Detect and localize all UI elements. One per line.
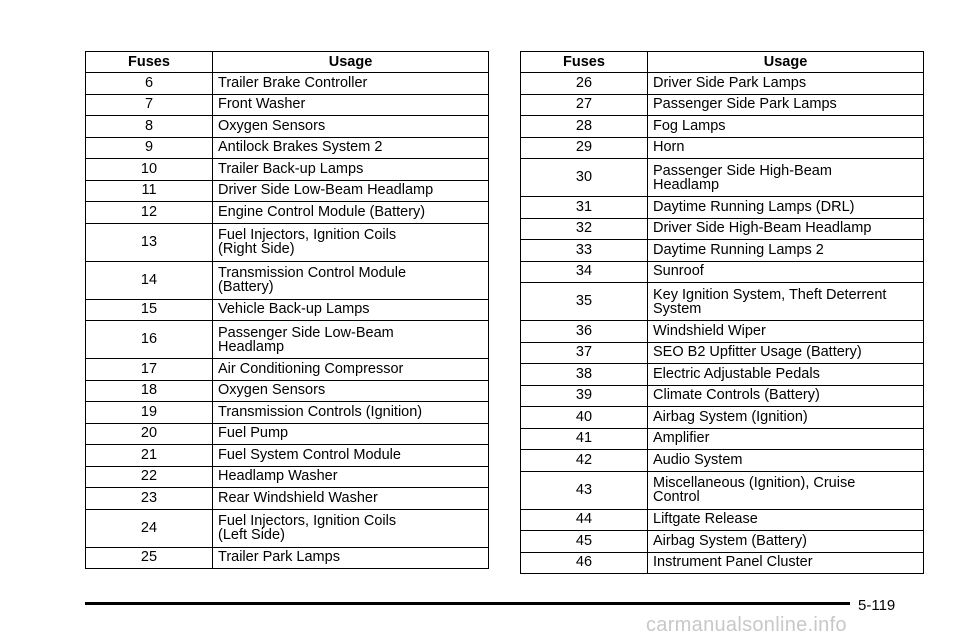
fuse-usage-cell: Headlamp Washer <box>213 466 489 488</box>
table-row <box>86 202 489 224</box>
table-row <box>86 180 489 202</box>
fuse-number-cell: 33 <box>521 240 648 262</box>
fuse-number-cell: 36 <box>521 321 648 343</box>
fuse-number-cell: 27 <box>521 94 648 116</box>
fuse-number-cell: 10 <box>86 159 213 181</box>
fuse-number-cell: 28 <box>521 116 648 138</box>
fuse-usage-cell: Trailer Back-up Lamps <box>213 159 489 181</box>
fuse-usage-cell: Amplifier <box>648 428 924 450</box>
page-number: 5-119 <box>858 597 896 614</box>
fuse-usage-cell: Oxygen Sensors <box>213 116 489 138</box>
fuse-number-cell: 32 <box>521 218 648 240</box>
fuse-usage-cell: Windshield Wiper <box>648 321 924 343</box>
table-row <box>86 321 489 359</box>
fuse-number-cell: 7 <box>86 94 213 116</box>
fuse-usage-cell: Antilock Brakes System 2 <box>213 137 489 159</box>
column-header-fuses: Fuses <box>521 52 648 73</box>
fuse-usage-cell: Sunroof <box>648 261 924 283</box>
watermark: carmanualsonline.info <box>646 614 847 636</box>
fuse-number-cell: 39 <box>521 385 648 407</box>
fuse-number-cell: 29 <box>521 137 648 159</box>
table-row <box>521 321 924 343</box>
table-row <box>521 342 924 364</box>
table-row <box>521 471 924 509</box>
table-row <box>521 240 924 262</box>
table-row <box>521 385 924 407</box>
table-row <box>86 402 489 424</box>
fuse-number-cell: 21 <box>86 445 213 467</box>
fuse-usage-cell: Air Conditioning Compressor <box>213 359 489 381</box>
fuse-number-cell: 44 <box>521 509 648 531</box>
table-row <box>521 283 924 321</box>
fuse-usage-cell: Key Ignition System, Theft Deterrent System <box>648 283 924 321</box>
table-row <box>86 159 489 181</box>
fuse-number-cell: 45 <box>521 531 648 553</box>
fuse-number-cell: 38 <box>521 364 648 386</box>
table-row <box>86 423 489 445</box>
column-header-usage: Usage <box>648 52 924 73</box>
fuse-usage-cell: Driver Side High-Beam Headlamp <box>648 218 924 240</box>
table-row <box>86 488 489 510</box>
fuse-number-cell: 25 <box>86 547 213 569</box>
fuse-usage-cell: Rear Windshield Washer <box>213 488 489 510</box>
fuse-number-cell: 19 <box>86 402 213 424</box>
fuse-number-cell: 46 <box>521 552 648 574</box>
fuse-number-cell: 20 <box>86 423 213 445</box>
fuse-usage-cell: Engine Control Module (Battery) <box>213 202 489 224</box>
column-header-fuses: Fuses <box>86 52 213 73</box>
table-row <box>521 450 924 472</box>
fuse-usage-cell: Transmission Control Module (Battery) <box>213 261 489 299</box>
fuse-number-cell: 11 <box>86 180 213 202</box>
fuse-usage-cell: Passenger Side Low-Beam Headlamp <box>213 321 489 359</box>
fuse-number-cell: 9 <box>86 137 213 159</box>
fuse-number-cell: 13 <box>86 223 213 261</box>
table-row <box>521 73 924 95</box>
table-row <box>521 428 924 450</box>
table-row <box>86 261 489 299</box>
fuse-number-cell: 14 <box>86 261 213 299</box>
fuse-usage-cell: Front Washer <box>213 94 489 116</box>
fuse-number-cell: 42 <box>521 450 648 472</box>
table-row <box>86 359 489 381</box>
fuse-usage-cell: Fuel Pump <box>213 423 489 445</box>
fuse-usage-cell: Instrument Panel Cluster <box>648 552 924 574</box>
fuse-usage-cell: Daytime Running Lamps 2 <box>648 240 924 262</box>
fuse-usage-cell: Trailer Brake Controller <box>213 73 489 95</box>
fuse-usage-cell: Daytime Running Lamps (DRL) <box>648 197 924 219</box>
fuse-number-cell: 31 <box>521 197 648 219</box>
footer-rule <box>85 602 850 605</box>
fuse-usage-cell: Horn <box>648 137 924 159</box>
fuse-usage-cell: Liftgate Release <box>648 509 924 531</box>
fuse-number-cell: 26 <box>521 73 648 95</box>
fuse-table-left <box>85 51 489 569</box>
fuse-number-cell: 22 <box>86 466 213 488</box>
fuse-number-cell: 12 <box>86 202 213 224</box>
fuse-usage-cell: Airbag System (Battery) <box>648 531 924 553</box>
fuse-usage-cell: Fuel Injectors, Ignition Coils (Left Side) <box>213 509 489 547</box>
fuse-usage-cell: Trailer Park Lamps <box>213 547 489 569</box>
table-row <box>86 94 489 116</box>
fuse-number-cell: 15 <box>86 299 213 321</box>
fuse-usage-cell: Fuel Injectors, Ignition Coils (Right Side) <box>213 223 489 261</box>
fuse-usage-cell: Miscellaneous (Ignition), Cruise Control <box>648 471 924 509</box>
table-row <box>521 509 924 531</box>
fuse-number-cell: 18 <box>86 380 213 402</box>
fuse-usage-cell: Driver Side Park Lamps <box>648 73 924 95</box>
table-row <box>86 137 489 159</box>
fuse-table-right <box>520 51 924 574</box>
fuse-number-cell: 8 <box>86 116 213 138</box>
fuse-number-cell: 35 <box>521 283 648 321</box>
table-row <box>521 531 924 553</box>
table-row <box>86 380 489 402</box>
fuse-table-body <box>521 73 924 574</box>
table-row <box>86 116 489 138</box>
table-row <box>521 116 924 138</box>
table-row <box>521 159 924 197</box>
fuse-usage-cell: Audio System <box>648 450 924 472</box>
table-row <box>86 299 489 321</box>
fuse-usage-cell: Fog Lamps <box>648 116 924 138</box>
table-row <box>86 547 489 569</box>
table-row <box>521 94 924 116</box>
table-row <box>521 552 924 574</box>
fuse-usage-cell: Passenger Side High-Beam Headlamp <box>648 159 924 197</box>
fuse-usage-cell: Driver Side Low-Beam Headlamp <box>213 180 489 202</box>
fuse-number-cell: 34 <box>521 261 648 283</box>
table-row <box>86 466 489 488</box>
fuse-number-cell: 24 <box>86 509 213 547</box>
column-header-usage: Usage <box>213 52 489 73</box>
table-row <box>521 407 924 429</box>
fuse-number-cell: 43 <box>521 471 648 509</box>
fuse-number-cell: 41 <box>521 428 648 450</box>
fuse-number-cell: 37 <box>521 342 648 364</box>
fuse-number-cell: 40 <box>521 407 648 429</box>
table-row <box>521 364 924 386</box>
fuse-usage-cell: Climate Controls (Battery) <box>648 385 924 407</box>
fuse-usage-cell: Airbag System (Ignition) <box>648 407 924 429</box>
fuse-usage-cell: Fuel System Control Module <box>213 445 489 467</box>
fuse-table-body <box>86 73 489 569</box>
table-row <box>86 445 489 467</box>
fuse-usage-cell: Passenger Side Park Lamps <box>648 94 924 116</box>
fuse-usage-cell: Oxygen Sensors <box>213 380 489 402</box>
table-header-row <box>521 52 924 73</box>
table-row <box>521 261 924 283</box>
fuse-number-cell: 17 <box>86 359 213 381</box>
fuse-number-cell: 16 <box>86 321 213 359</box>
table-row <box>86 509 489 547</box>
fuse-number-cell: 6 <box>86 73 213 95</box>
fuse-usage-cell: SEO B2 Upfitter Usage (Battery) <box>648 342 924 364</box>
fuse-usage-cell: Vehicle Back-up Lamps <box>213 299 489 321</box>
table-row <box>521 218 924 240</box>
table-header-row <box>86 52 489 73</box>
fuse-number-cell: 30 <box>521 159 648 197</box>
table-row <box>521 197 924 219</box>
table-row <box>86 73 489 95</box>
table-row <box>521 137 924 159</box>
fuse-number-cell: 23 <box>86 488 213 510</box>
fuse-usage-cell: Transmission Controls (Ignition) <box>213 402 489 424</box>
fuse-usage-cell: Electric Adjustable Pedals <box>648 364 924 386</box>
table-row <box>86 223 489 261</box>
